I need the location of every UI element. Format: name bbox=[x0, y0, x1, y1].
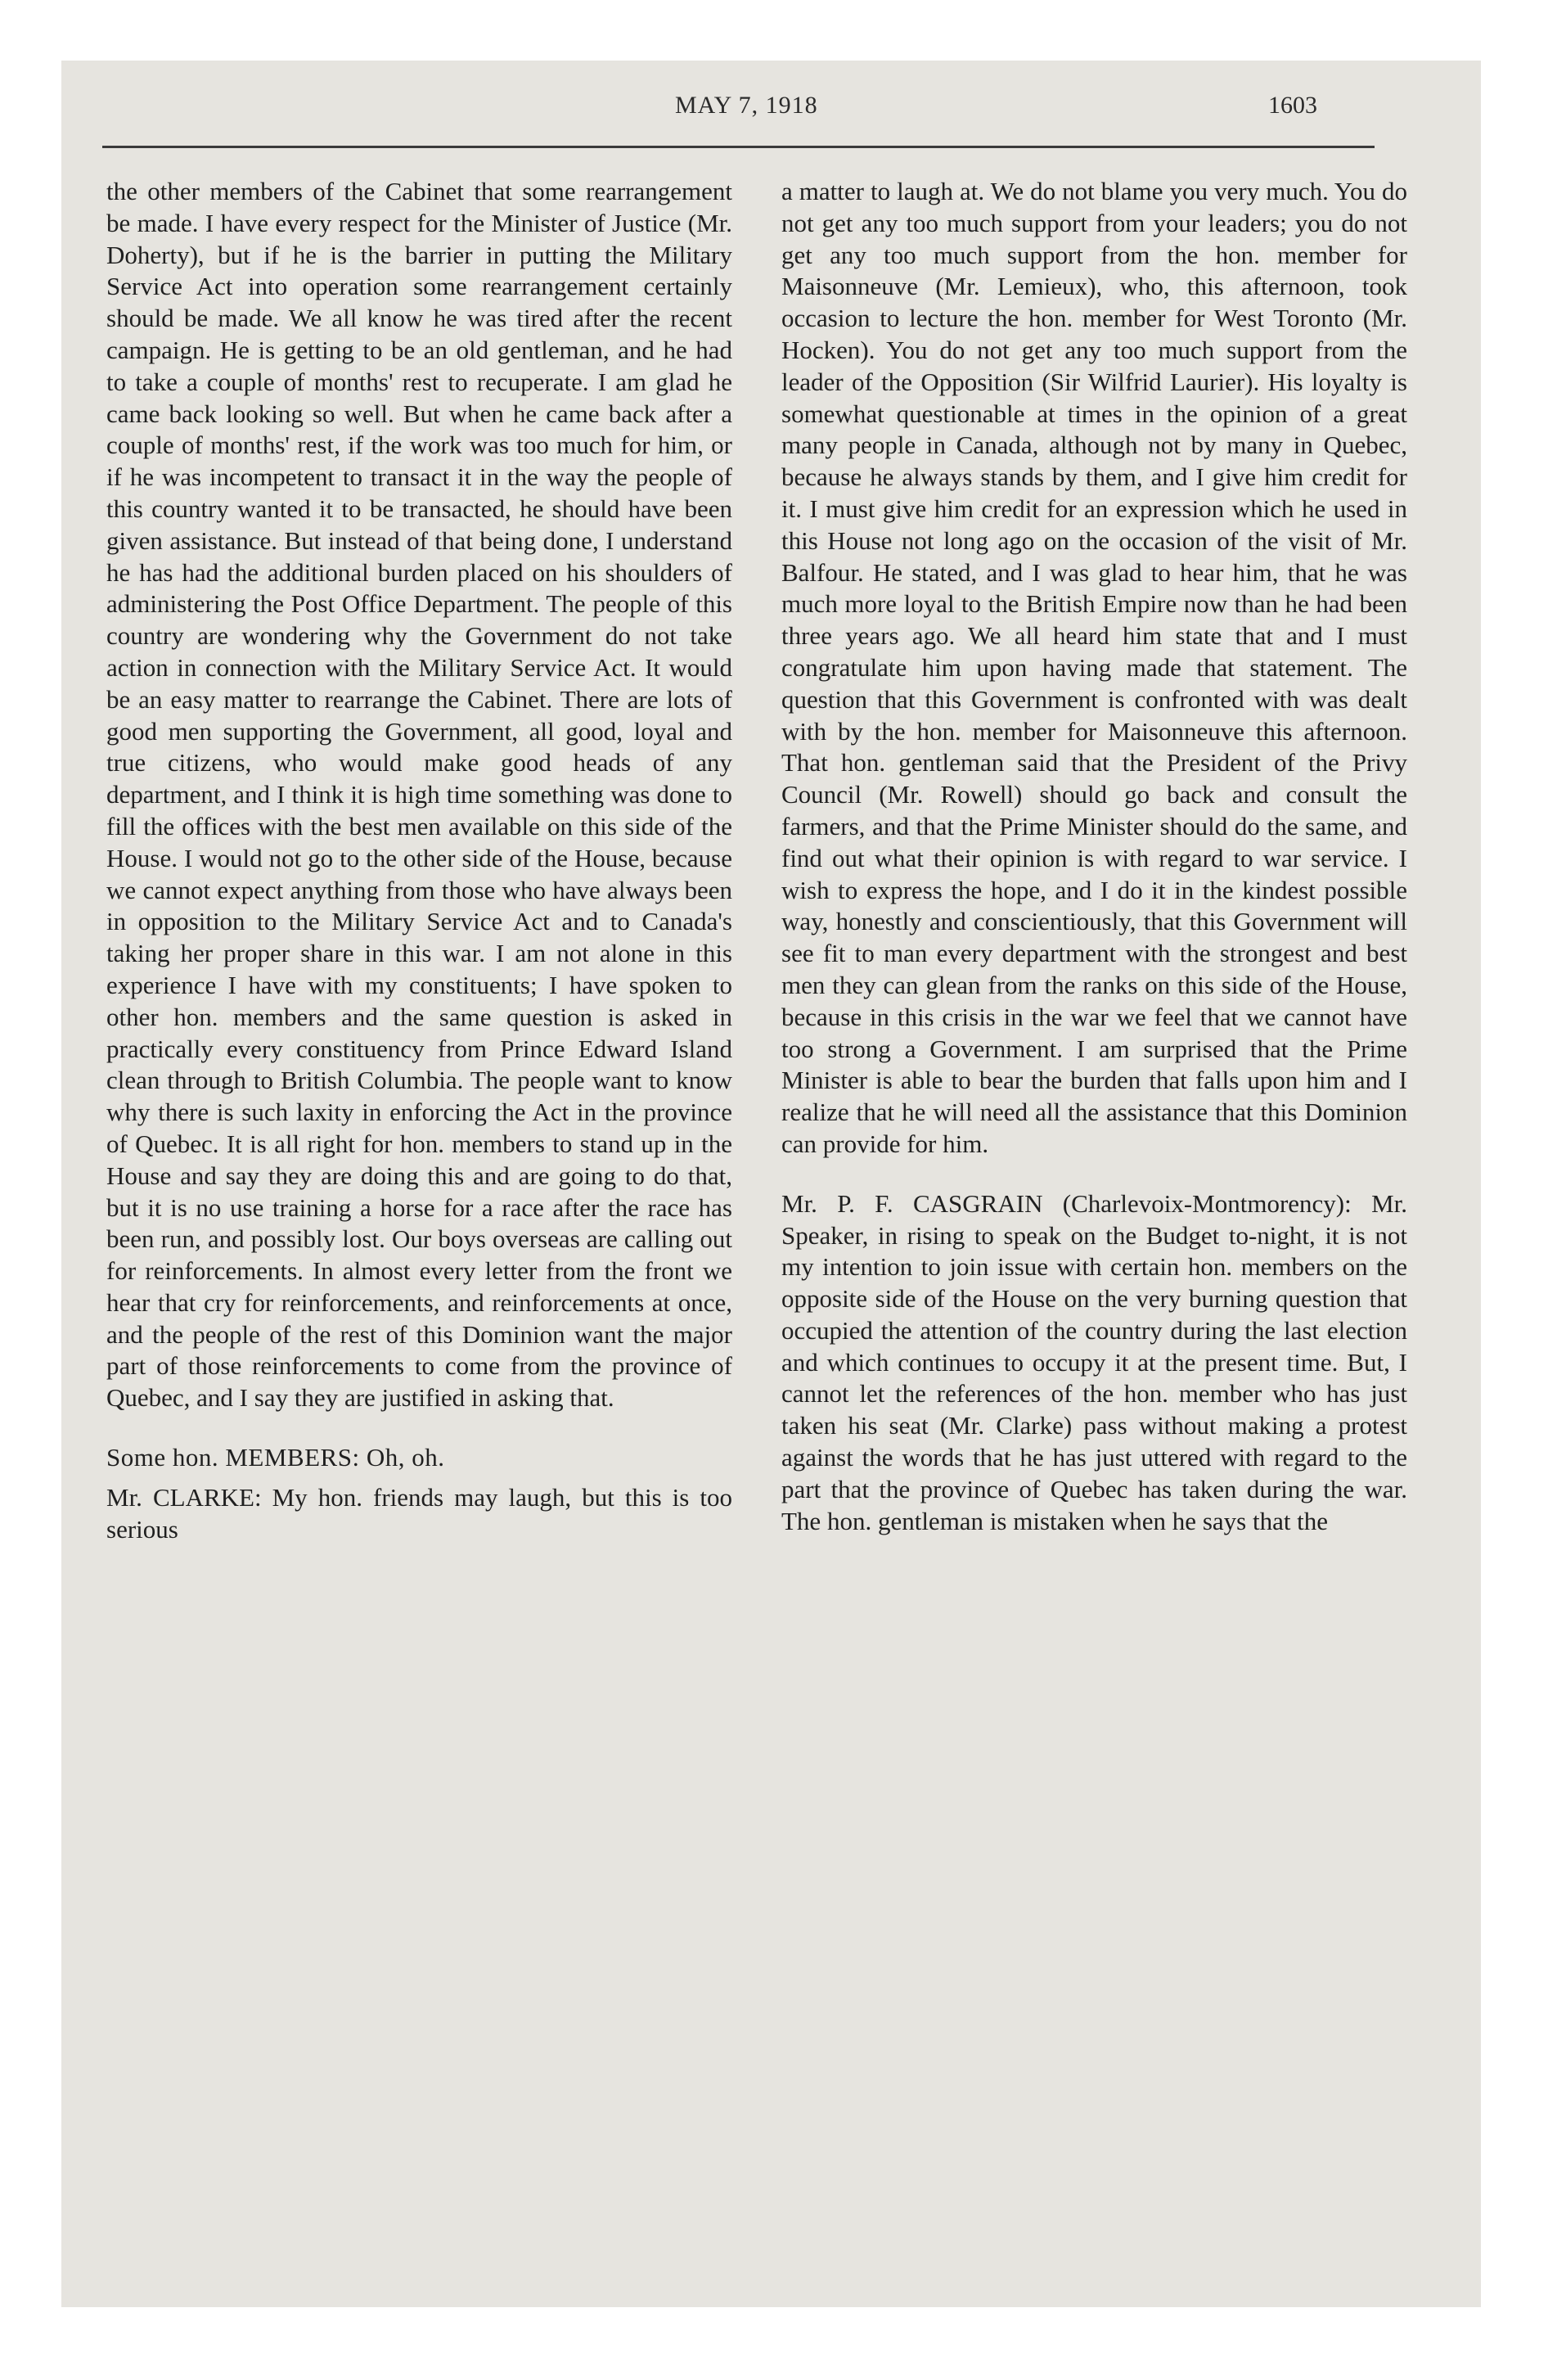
right-paragraph-1: a matter to laugh at. We do not blame you very much. You do not get any too much support from your leaders; you do not get any too much support from the hon. member for Maisonneuve (Mr. Lemieux), who, this afternoon, took occasion to lecture the hon. member for West Toronto (Mr. Hocken). You do not get any too much support from the leader of the Opposition (Sir Wilfrid Laurier). His loyalty is somewhat questionable at times in the opinion of a great many people in Canada, although not by many in Quebec, because he always stands by them, and I give him credit for it. I must give him credit for an expression which he used in this House not long ago on the occasion of the visit of Mr. Balfour. He stated, and I was glad to hear him, that he was much more loyal to the British Empire now than he had been three years ago. We all heard him state that and I must congratulate him upon having made that statement. The question that this Government is confronted with was dealt with by the hon. member for Maisonneuve this afternoon. That hon. gentleman said that the President of the Privy Council (Mr. Rowell) should go back and consult the farmers, and that the Prime Minister should do the same, and find out what their opinion is with regard to war service. I wish to express the hope, and I do it in the kindest possible way, honestly and conscientiously, that this Government will see fit to man every department with the strongest and best men they can glean from the ranks on this side of the House, because in this crisis in the war we feel that we cannot have too strong a Government. I am surprised that the Prime Minister is able to bear the burden that falls upon him and I realize that he will need all the assistance that this Dominion can provide for him. bbox=[781, 177, 1407, 1158]
header-date: MAY 7, 1918 bbox=[675, 92, 818, 119]
left-paragraph-3: Mr. CLARKE: My hon. friends may laugh, but this is too serious bbox=[106, 1482, 732, 1544]
page-header bbox=[102, 92, 1375, 141]
right-column bbox=[781, 176, 1407, 1537]
page-number: 1603 bbox=[1268, 92, 1317, 119]
right-paragraph-2: Mr. P. F. CASGRAIN (Charlevoix-Montmorency): Mr. Speaker, in rising to speak on the Budget to-night, it is not my intention to join issue with certain hon. members on the opposite side of the House on the very burning question that occupied the attention of the country during the last election and which continues to occupy it at the present time. But, I cannot let the references of the hon. member who has just taken his seat (Mr. Clarke) pass without making a protest against the words that he has just uttered with regard to the part that the province of Quebec has taken during the war. The hon. gentleman is mistaken when he says that the bbox=[781, 1188, 1407, 1535]
header-rule bbox=[102, 146, 1375, 148]
left-paragraph-2: Some hon. MEMBERS: Oh, oh. bbox=[106, 1443, 445, 1472]
left-paragraph-1: the other members of the Cabinet that some rearrangement be made. I have every respect for the Minister of Justice (Mr. Doherty), but if he is the barrier in putting the Military Service Act into operation some rearrangement certainly should be made. We all know he was tired after the recent campaign. He is getting to be an old gentleman, and he had to take a couple of months' rest to recuperate. I am glad he came back looking so well. But when he came back after a couple of months' rest, if the work was too much for him, or if he was incompetent to transact it in the way the people of this country wanted it to be transacted, he should have been given assistance. But instead of that being done, I understand he has had the additional burden placed on his shoulders of administering the Post Office Department. The people of this country are wondering why the Government do not take action in connection with the Military Service Act. It would be an easy matter to rearrange the Cabinet. There are lots of good men supporting the Government, all good, loyal and true citizens, who would make good heads of any department, and I think it is high time something was done to fill the offices with the best men available on this side of the House. I would not go to the other side of the House, because we cannot expect anything from those who have always been in opposition to the Military Service Act and to Canada's taking her proper share in this war. I am not alone in this experience I have with my constituents; I have spoken to other hon. members and the same question is asked in practically every constituency from Prince Edward Island clean through to British Columbia. The people want to know why there is such laxity in enforcing the Act in the province of Quebec. It is all right for hon. members to stand up in the House and say they are doing this and are going to do that, but it is no use training a horse for a race after the race has been run, and possibly lost. Our boys overseas are calling out for reinforcements. In almost every letter from the front we hear that cry for reinforcements, and reinforcements at once, and the people of the rest of this Dominion want the major part of those reinforcements to come from the province of Quebec, and I say they are justified in asking that. bbox=[106, 177, 732, 1413]
left-column bbox=[106, 176, 732, 1545]
